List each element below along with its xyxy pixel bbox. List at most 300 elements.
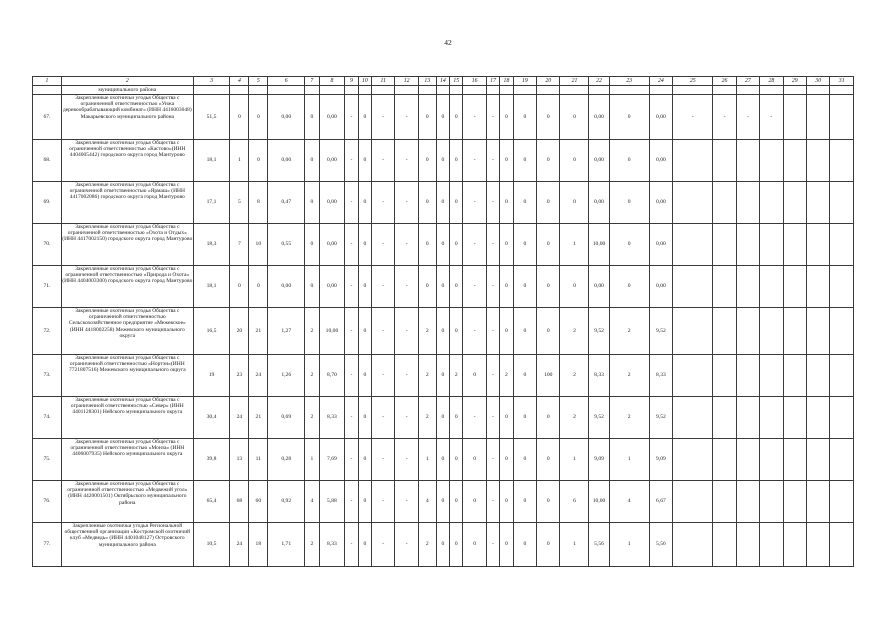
data-cell: - [345, 182, 358, 224]
column-number: 31 [830, 77, 854, 86]
data-cell [830, 397, 854, 439]
data-cell: - [486, 397, 499, 439]
data-cell: - [463, 266, 486, 308]
data-cell: 0 [436, 397, 449, 439]
row-number: 75. [33, 439, 62, 481]
data-cell [830, 266, 854, 308]
data-cell: - [372, 481, 395, 523]
column-number: 28 [760, 77, 783, 86]
data-cell: 0 [537, 95, 560, 140]
data-cell: 60 [249, 481, 268, 523]
data-cell [783, 481, 806, 523]
data-cell: - [673, 95, 713, 140]
data-cell: 0 [450, 224, 463, 266]
row-number: 74. [33, 397, 62, 439]
hunting-ground-name: Закрепленные охотничьи угодья Общества с ограниченной ответственностью «Ярмаш» (ИНН 4417002086) городского округа город Мантурово [62, 182, 194, 224]
data-cell [760, 308, 783, 355]
data-cell: - [395, 523, 418, 567]
data-cell: 2 [560, 397, 589, 439]
data-cell [783, 308, 806, 355]
data-cell: - [486, 182, 499, 224]
data-cell: 0 [436, 481, 449, 523]
data-cell: 10 [249, 224, 268, 266]
data-cell: 0 [537, 224, 560, 266]
data-cell [783, 95, 806, 140]
empty-cell [760, 86, 783, 95]
data-cell: 8,33 [589, 355, 609, 397]
column-number: 23 [609, 77, 649, 86]
data-cell: 1,26 [268, 355, 305, 397]
table-row [33, 95, 854, 140]
data-cell: 0 [358, 224, 371, 266]
data-cell: 7 [230, 224, 249, 266]
data-cell: 0 [450, 439, 463, 481]
data-cell: 0 [500, 140, 513, 182]
empty-cell [319, 86, 345, 95]
data-cell: 0 [450, 182, 463, 224]
data-cell [806, 95, 829, 140]
data-cell [673, 397, 713, 439]
data-cell [736, 140, 759, 182]
column-number: 27 [736, 77, 759, 86]
empty-cell [537, 86, 560, 95]
data-cell [673, 523, 713, 567]
data-cell: 9,52 [649, 308, 672, 355]
column-number: 20 [537, 77, 560, 86]
data-cell: 2 [609, 308, 649, 355]
data-cell: 0,00 [649, 224, 672, 266]
hunting-ground-name: Закрепленные охотничьи угодья Региональной общественной организации «Костромской охотничий клуб «Медведь» (ИНН 4401048127) Островского муниципального района [62, 523, 194, 567]
data-cell [783, 140, 806, 182]
data-cell: 0 [513, 95, 536, 140]
data-cell: 0 [358, 397, 371, 439]
data-cell: 0,00 [319, 182, 345, 224]
data-cell [673, 224, 713, 266]
data-cell: 2 [450, 355, 463, 397]
data-cell: 0 [500, 224, 513, 266]
data-cell: 0,00 [319, 95, 345, 140]
data-cell: - [395, 266, 418, 308]
table-row [33, 182, 854, 224]
data-cell: - [486, 308, 499, 355]
data-cell: 0,92 [268, 481, 305, 523]
column-number: 21 [560, 77, 589, 86]
empty-cell [463, 86, 486, 95]
data-cell: 0 [305, 182, 320, 224]
data-cell: 9,09 [649, 439, 672, 481]
data-cell: 5 [230, 182, 249, 224]
column-number: 7 [305, 77, 320, 86]
data-cell: 24 [249, 355, 268, 397]
empty-cell [305, 86, 320, 95]
data-cell: 0,00 [649, 95, 672, 140]
data-cell: 10,00 [589, 481, 609, 523]
data-cell: 0 [609, 182, 649, 224]
data-cell: - [486, 95, 499, 140]
data-cell: 0 [537, 308, 560, 355]
data-cell: 24 [230, 397, 249, 439]
data-cell: 0 [450, 140, 463, 182]
data-cell [713, 523, 736, 567]
data-cell: 0,00 [589, 182, 609, 224]
data-cell [736, 481, 759, 523]
table-row [33, 308, 854, 355]
column-number: 15 [450, 77, 463, 86]
empty-cell [418, 86, 436, 95]
data-cell: 4 [418, 481, 436, 523]
data-cell: 0 [609, 140, 649, 182]
empty-cell [249, 86, 268, 95]
data-cell [760, 397, 783, 439]
hunting-grounds-table [32, 76, 854, 567]
hunting-ground-name: Закрепленные охотничьи угодья Общества с ограниченной ответственностью «Север» (ИНН 4401128301) Нейского муниципального округа [62, 397, 194, 439]
data-cell [713, 140, 736, 182]
data-cell: 0 [418, 266, 436, 308]
row-number: 73. [33, 355, 62, 397]
data-cell: - [345, 140, 358, 182]
data-cell: - [345, 439, 358, 481]
data-cell: 1 [609, 523, 649, 567]
data-cell: - [760, 95, 783, 140]
data-cell: - [463, 308, 486, 355]
data-cell: 0 [513, 439, 536, 481]
data-cell: 0 [305, 224, 320, 266]
data-cell: 0 [358, 140, 371, 182]
column-number: 24 [649, 77, 672, 86]
data-cell: 0,69 [268, 397, 305, 439]
data-cell: 10,00 [319, 308, 345, 355]
data-cell [830, 95, 854, 140]
data-cell: 0 [358, 308, 371, 355]
data-cell: - [395, 95, 418, 140]
data-cell: - [395, 355, 418, 397]
data-cell: 0 [500, 397, 513, 439]
data-cell [760, 355, 783, 397]
data-cell [783, 224, 806, 266]
data-cell: 0 [560, 266, 589, 308]
data-cell: 0 [513, 355, 536, 397]
hunting-ground-name: Закрепленные охотничьи угодья Общества с ограниченной ответственностью Сельскохозяйственное предприятие «Межевское» (ИНН 4418002258) Межевского муниципального округа [62, 308, 194, 355]
data-cell: - [372, 439, 395, 481]
column-number: 13 [418, 77, 436, 86]
data-cell [806, 182, 829, 224]
data-cell [760, 266, 783, 308]
hunting-ground-name: Закрепленные охотничьи угодья Общества с ограниченной ответственностью «Природа и Охота» (ИНН 4404003300) городского округа город Мантурово [62, 266, 194, 308]
row-number: 69. [33, 182, 62, 224]
column-number: 6 [268, 77, 305, 86]
data-cell: - [486, 266, 499, 308]
empty-cell [673, 86, 713, 95]
data-cell: 0 [436, 182, 449, 224]
data-cell: 0,28 [268, 439, 305, 481]
data-cell: - [345, 308, 358, 355]
data-cell [736, 355, 759, 397]
data-cell [673, 439, 713, 481]
data-cell: 0,00 [319, 224, 345, 266]
empty-cell [345, 86, 358, 95]
data-cell: - [463, 182, 486, 224]
data-cell [736, 439, 759, 481]
data-cell: 0 [537, 523, 560, 567]
data-cell: 0,00 [319, 266, 345, 308]
data-cell: 0 [436, 95, 449, 140]
empty-cell [806, 86, 829, 95]
empty-cell [736, 86, 759, 95]
column-number: 19 [513, 77, 536, 86]
data-cell: 0 [537, 439, 560, 481]
data-cell [830, 481, 854, 523]
data-cell: 1 [560, 224, 589, 266]
data-cell [783, 523, 806, 567]
data-cell: 0 [358, 355, 371, 397]
data-cell: 4 [609, 481, 649, 523]
hunting-ground-name: Закрепленные охотничьи угодья Общества с ограниченной ответственностью «Медвежий угол» (ИНН 4420001501) Октябрьского муниципального района [62, 481, 194, 523]
data-cell: 23 [230, 355, 249, 397]
table-row [33, 355, 854, 397]
empty-cell [830, 86, 854, 95]
column-number: 18 [500, 77, 513, 86]
data-cell [760, 182, 783, 224]
data-cell [736, 182, 759, 224]
column-number: 16 [463, 77, 486, 86]
empty-cell [589, 86, 609, 95]
data-cell: 0 [436, 439, 449, 481]
data-cell [806, 308, 829, 355]
data-cell [673, 182, 713, 224]
data-cell: 0 [513, 266, 536, 308]
data-cell: 18,1 [193, 140, 230, 182]
data-cell: 9,52 [589, 308, 609, 355]
column-number: 30 [806, 77, 829, 86]
data-cell: 0 [537, 397, 560, 439]
data-cell: 0 [500, 182, 513, 224]
data-cell: - [372, 355, 395, 397]
data-cell [760, 481, 783, 523]
data-cell [736, 224, 759, 266]
data-cell: 6 [560, 481, 589, 523]
data-cell: 0 [436, 266, 449, 308]
data-cell: 8,33 [319, 523, 345, 567]
data-cell: 10,5 [193, 523, 230, 567]
empty-cell [358, 86, 371, 95]
row-number: 71. [33, 266, 62, 308]
hunting-ground-name: Закрепленные охотничьи угодья Общества с ограниченной ответственностью «Монза» (ИНН 4406007935) Нейского муниципального округа [62, 439, 194, 481]
data-cell: 1 [305, 439, 320, 481]
data-cell: 21 [249, 308, 268, 355]
data-cell: 8,33 [649, 355, 672, 397]
data-cell: 2 [305, 355, 320, 397]
data-cell: 1,71 [268, 523, 305, 567]
data-cell: 19 [193, 355, 230, 397]
data-cell: - [486, 439, 499, 481]
data-cell: 0 [358, 481, 371, 523]
data-cell: 0 [358, 182, 371, 224]
data-cell: 0 [358, 439, 371, 481]
data-cell [673, 140, 713, 182]
empty-cell [713, 86, 736, 95]
data-cell: 9,09 [589, 439, 609, 481]
empty-cell [513, 86, 536, 95]
row-number: 76. [33, 481, 62, 523]
data-cell [760, 224, 783, 266]
empty-cell [486, 86, 499, 95]
column-number: 4 [230, 77, 249, 86]
data-cell: 0 [418, 224, 436, 266]
empty-cell [193, 86, 230, 95]
data-cell: - [395, 439, 418, 481]
data-cell: 8 [249, 182, 268, 224]
data-cell [783, 397, 806, 439]
data-cell: - [463, 224, 486, 266]
data-cell: 0 [450, 397, 463, 439]
data-cell: 17,1 [193, 182, 230, 224]
data-cell [736, 266, 759, 308]
data-cell [830, 439, 854, 481]
data-cell: 0 [436, 308, 449, 355]
hunting-ground-name: Закрепленные охотничьи угодья Общества с ограниченной ответственностью «Нортэн»(ИНН 7721807516) Межевского муниципального округа [62, 355, 194, 397]
data-cell [713, 397, 736, 439]
data-cell: 0 [463, 439, 486, 481]
data-cell: 0 [500, 308, 513, 355]
data-cell: 0,00 [268, 140, 305, 182]
data-cell [713, 308, 736, 355]
data-cell: 0 [500, 266, 513, 308]
table-row [33, 397, 854, 439]
data-cell: - [372, 397, 395, 439]
data-cell: - [486, 523, 499, 567]
column-number: 12 [395, 77, 418, 86]
data-cell: 0,55 [268, 224, 305, 266]
data-cell: 2 [560, 355, 589, 397]
data-cell: 1,27 [268, 308, 305, 355]
data-cell: 0,00 [649, 182, 672, 224]
data-cell [783, 439, 806, 481]
data-cell: 0 [500, 481, 513, 523]
data-cell [806, 140, 829, 182]
data-cell: 0 [450, 523, 463, 567]
data-cell: 2 [418, 355, 436, 397]
empty-cell [783, 86, 806, 95]
data-cell: 11 [249, 439, 268, 481]
data-cell: 18,1 [193, 266, 230, 308]
data-cell: 1 [560, 439, 589, 481]
data-cell: 100 [537, 355, 560, 397]
data-cell: - [395, 481, 418, 523]
data-cell [806, 439, 829, 481]
column-number: 9 [345, 77, 358, 86]
data-cell: 2 [609, 355, 649, 397]
data-cell: 18 [249, 523, 268, 567]
data-cell: 2 [418, 308, 436, 355]
column-number: 29 [783, 77, 806, 86]
data-cell: - [345, 397, 358, 439]
data-cell: 0,00 [589, 266, 609, 308]
empty-cell [230, 86, 249, 95]
data-cell [806, 224, 829, 266]
empty-cell [649, 86, 672, 95]
data-cell: - [463, 95, 486, 140]
data-cell: 0 [463, 481, 486, 523]
data-cell [760, 140, 783, 182]
column-number: 22 [589, 77, 609, 86]
data-cell: 5,88 [319, 481, 345, 523]
data-cell: 8,70 [319, 355, 345, 397]
data-cell: 0 [513, 523, 536, 567]
data-cell [713, 481, 736, 523]
data-cell: 0 [436, 355, 449, 397]
data-cell: - [345, 95, 358, 140]
data-cell [713, 355, 736, 397]
data-cell: 65,4 [193, 481, 230, 523]
table-row [33, 224, 854, 266]
data-cell: - [372, 140, 395, 182]
data-cell: 0 [500, 95, 513, 140]
data-cell: 5,56 [649, 523, 672, 567]
data-cell: 0 [418, 140, 436, 182]
data-cell: 2 [500, 355, 513, 397]
data-cell [830, 355, 854, 397]
table-row [33, 523, 854, 567]
data-cell: 2 [305, 308, 320, 355]
data-cell [806, 355, 829, 397]
data-cell: 0 [418, 182, 436, 224]
data-cell: - [463, 140, 486, 182]
data-cell: 0 [560, 140, 589, 182]
data-cell: 0 [513, 397, 536, 439]
column-number: 1 [33, 77, 62, 86]
data-cell: 9,52 [589, 397, 609, 439]
data-cell: 0 [463, 523, 486, 567]
empty-cell [33, 86, 62, 95]
data-cell [673, 308, 713, 355]
data-cell [783, 355, 806, 397]
hunting-ground-name: Закрепленные охотничьи угодья Общества с ограниченной ответственностью «Кастово»(ИНН 4404005442) городского округа город Мантурово [62, 140, 194, 182]
data-cell [673, 266, 713, 308]
table-row [33, 140, 854, 182]
data-cell: - [486, 140, 499, 182]
data-cell: - [395, 182, 418, 224]
data-cell: 0 [609, 266, 649, 308]
empty-cell [372, 86, 395, 95]
data-cell: 0 [450, 95, 463, 140]
data-cell: 0 [450, 481, 463, 523]
data-cell: 0 [609, 224, 649, 266]
row-number: 77. [33, 523, 62, 567]
data-cell [806, 481, 829, 523]
data-cell: - [345, 523, 358, 567]
data-cell: 2 [560, 308, 589, 355]
table-row [33, 266, 854, 308]
data-cell: - [486, 224, 499, 266]
data-cell: - [345, 224, 358, 266]
data-cell: 16,5 [193, 308, 230, 355]
data-cell: - [372, 95, 395, 140]
data-cell: 2 [305, 397, 320, 439]
data-cell: 1 [230, 140, 249, 182]
data-cell: - [345, 355, 358, 397]
data-cell: - [345, 266, 358, 308]
data-cell [760, 439, 783, 481]
data-cell [830, 140, 854, 182]
column-number: 5 [249, 77, 268, 86]
column-number: 25 [673, 77, 713, 86]
data-cell: - [395, 308, 418, 355]
data-cell [830, 523, 854, 567]
data-cell: 0,00 [319, 140, 345, 182]
column-number: 8 [319, 77, 345, 86]
data-cell: 0 [560, 95, 589, 140]
column-number: 14 [436, 77, 449, 86]
